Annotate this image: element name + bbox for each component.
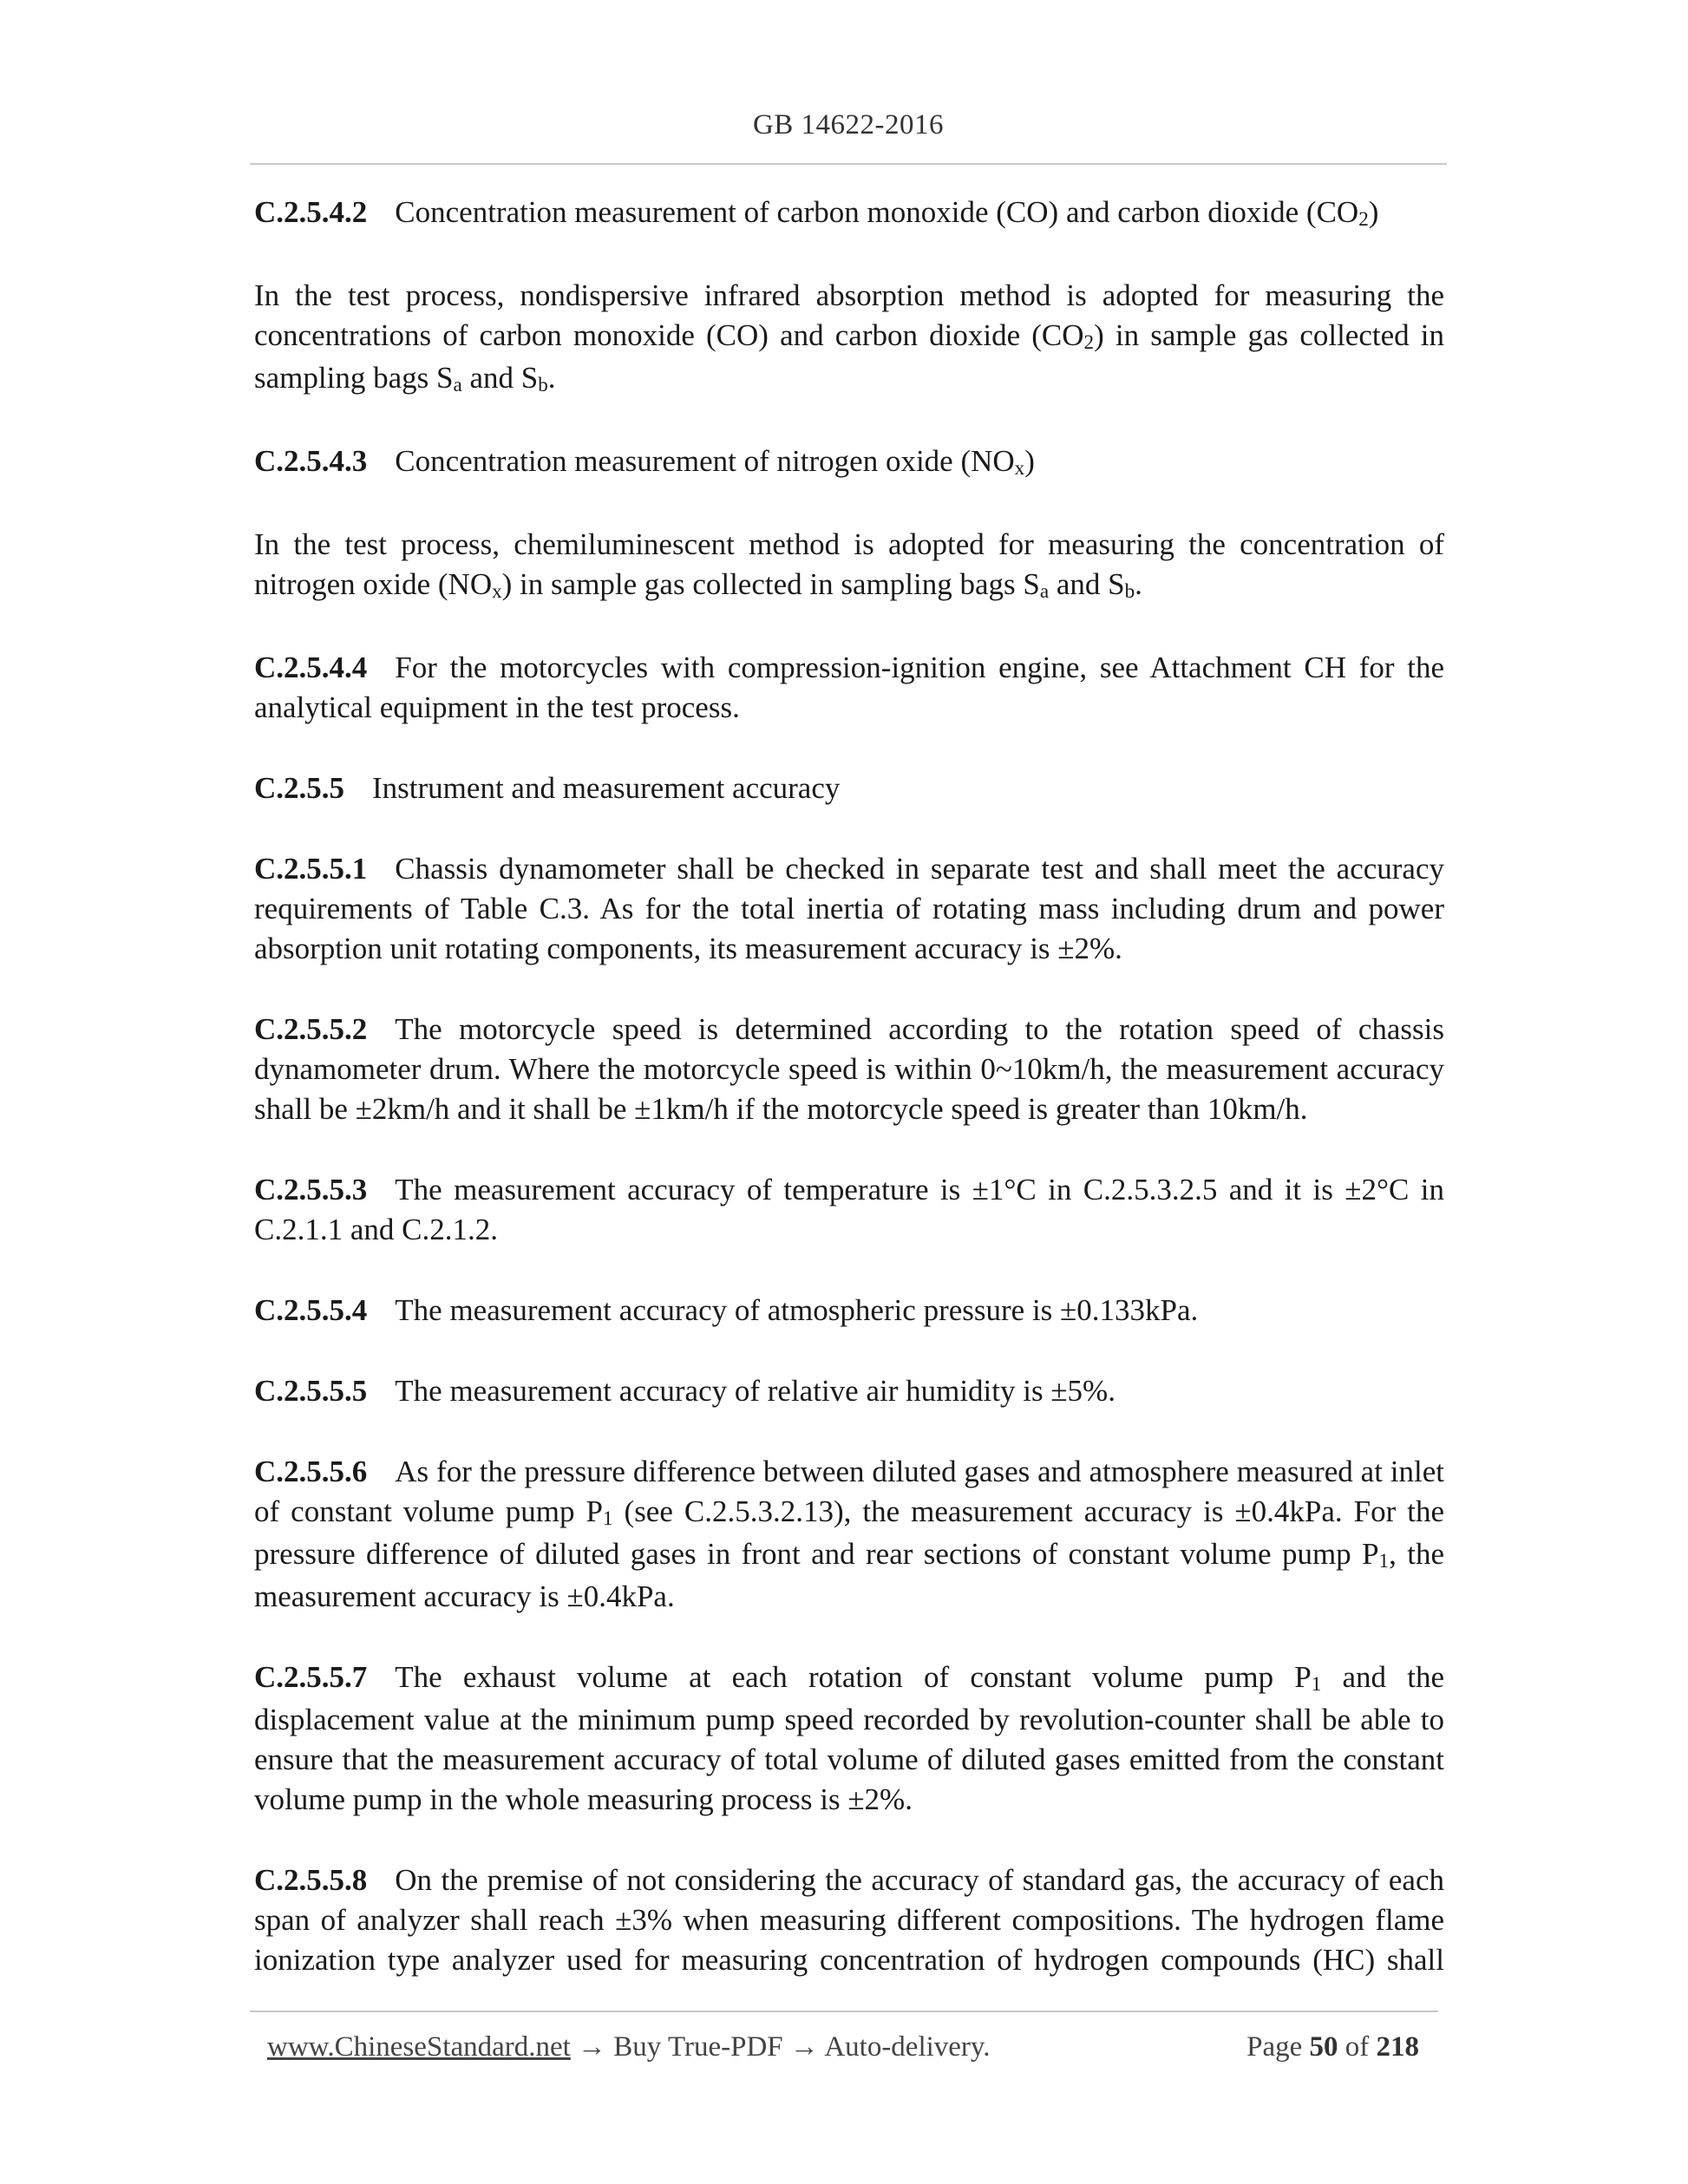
page-number: 50 <box>1309 2031 1338 2063</box>
numbered-paragraph: C.2.5.5.4 The measurement accuracy of atmospheric pressure is ±0.133kPa. <box>254 1293 1199 1327</box>
section-number: C.2.5.5.6 <box>254 1455 368 1488</box>
section-heading: C.2.5.4.3 Concentration measurement of nitrogen oxide (NOx) <box>254 444 1035 479</box>
paragraph: In the test process, chemiluminescent method is adopted for measuring the concentration of nitrogen oxide (NOx) in sample gas collected in sampling bags Sa and Sb. <box>254 527 1444 602</box>
header-divider <box>250 163 1447 165</box>
document-header: GB 14622-2016 <box>752 109 945 141</box>
numbered-paragraph: C.2.5.5.7 The exhaust volume at each rotation of constant volume pump P1 and the displacement value at the minimum pump speed recorded by revolution-counter shall be able to ensure that the measurement accuracy of total volume of diluted gases emitted from the constant volume pump in the whole measuring process is ±2%. <box>254 1660 1444 1816</box>
buy-pdf-text: Buy True-PDF <box>613 2031 783 2063</box>
section-number: C.2.5.5.8 <box>254 1863 368 1897</box>
section-heading: C.2.5.4.2 Concentration measurement of carbon monoxide (CO) and carbon dioxide (CO2) <box>254 195 1379 230</box>
section-number: C.2.5.5.5 <box>254 1374 368 1408</box>
footer-links <box>267 2031 991 2063</box>
numbered-paragraph: C.2.5.5.3 The measurement accuracy of temperature is ±1°C in C.2.5.3.2.5 and it is ±2°C in C.2.1.1 and C.2.1.2. <box>254 1173 1444 1246</box>
numbered-paragraph: C.2.5.5.1 Chassis dynamometer shall be checked in separate test and shall meet the accuracy requirements of Table C.3. As for the total inertia of rotating mass including drum and power absorption unit rotating components, its measurement accuracy is ±2%. <box>254 852 1444 965</box>
numbered-paragraph: C.2.5.5.6 As for the pressure difference between diluted gases and atmosphere measured at inlet of constant volume pump P1 (see C.2.5.3.2.13), the measurement accuracy is ±0.4kPa. For the pressure difference of diluted gases in front and rear sections of constant volume pump P1, the measurement accuracy is ±0.4kPa. <box>254 1455 1445 1613</box>
section-number: C.2.5.5.3 <box>254 1173 368 1206</box>
section-number: C.2.5.4.2 <box>254 195 368 229</box>
numbered-paragraph: C.2.5.5.2 The motorcycle speed is determined according to the rotation speed of chassis dynamometer drum. Where the motorcycle speed is within 0~10km/h, the measurement accuracy shall be ±2km/h and it shall be ±1km/h if the motorcycle speed is greater than 10km/h. <box>254 1012 1444 1126</box>
page-total: 218 <box>1376 2031 1419 2063</box>
numbered-paragraph: C.2.5.5.5 The measurement accuracy of relative air humidity is ±5%. <box>254 1374 1116 1408</box>
page-body <box>254 193 1444 2021</box>
section-number: C.2.5.5 <box>254 771 345 805</box>
section-heading: C.2.5.5 Instrument and measurement accuracy <box>254 771 841 805</box>
section-number: C.2.5.5.7 <box>254 1660 368 1694</box>
numbered-paragraph: C.2.5.4.4 For the motorcycles with compression-ignition engine, see Attachment CH for the analytical equipment in the test process. <box>254 651 1444 724</box>
arrow-icon: → <box>570 2031 614 2063</box>
delivery-text: Auto-delivery. <box>824 2031 991 2063</box>
site-link[interactable]: www.ChineseStandard.net <box>267 2031 571 2063</box>
paragraph: In the test process, nondispersive infrared absorption method is adopted for measuring the concentrations of carbon monoxide (CO) and carbon dioxide (CO2) in sample gas collected in sampling bags Sa and Sb. <box>254 278 1444 396</box>
page-indicator: Page 50 of 218 <box>1246 2031 1419 2063</box>
section-number: C.2.5.5.2 <box>254 1012 368 1046</box>
arrow-icon: → <box>782 2031 825 2063</box>
footer-divider <box>250 2011 1438 2012</box>
section-number: C.2.5.5.4 <box>254 1293 368 1327</box>
section-number: C.2.5.4.4 <box>254 651 368 684</box>
section-number: C.2.5.5.1 <box>254 852 368 886</box>
section-number: C.2.5.4.3 <box>254 444 368 478</box>
numbered-paragraph: C.2.5.5.8 On the premise of not considering the accuracy of standard gas, the accuracy of each span of analyzer shall reach ±3% when measuring different compositions. The hydrogen flame ionization type analyzer used for measuring concentration of hydrogen compounds (HC) shall <box>254 1863 1444 1977</box>
